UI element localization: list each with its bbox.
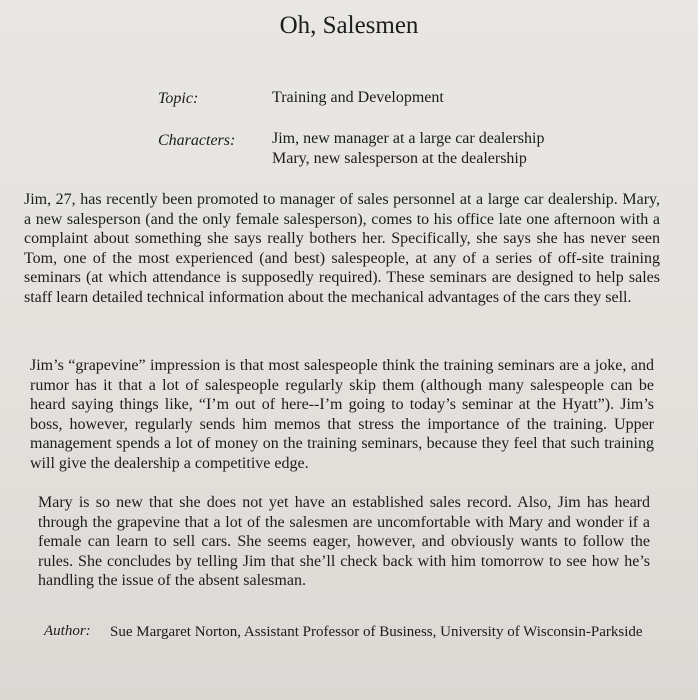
paragraph: Jim’s “grapevine” impression is that most salespeople think the training seminars are a joke, and rumor has it that a lot of salespeople regularly skip them (although many salespeople can be heard saying things like, “I’m out of here--I’m going to today’s seminar at the Hyatt”). Jim’s boss, however, regularly sends him memos that stress the importance of the training. Upper management spends a lot of money on the training seminars, because they feel that such training will give the dealership a competitive edge.	[30, 357, 654, 472]
document-title: Oh, Salesmen	[279, 12, 419, 39]
topic-label: Topic:	[158, 90, 199, 107]
character-line: Mary, new salesperson at the dealership	[272, 150, 527, 167]
paragraph: Mary is so new that she does not yet have an established sales record. Also, Jim has heard through the grapevine that a lot of the salesmen are uncomfortable with Mary and wonder if a female can learn to sell cars. She seems eager, however, and obviously wants to follow the rules. She concludes by telling Jim that she’ll check back with him tomorrow to see how he’s handling the issue of the absent salesman.	[38, 494, 650, 590]
characters-label: Characters:	[158, 132, 236, 149]
paragraph: Jim, 27, has recently been promoted to manager of sales personnel at a large car dealership. Mary, a new salesperson (and the only female salesperson), comes to his office late one afternoon with a complaint about something she says really bothers her. Specifically, she says she has never seen Tom, one of the most experienced (and best) salespeople, at any of a series of off-site training seminars (at which attendance is supposedly required). These seminars are designed to help sales staff learn detailed technical information about the mechanical advantages of the cars they sell.	[24, 191, 660, 306]
topic-value: Training and Development	[272, 89, 444, 106]
characters-list	[272, 129, 544, 169]
author-label: Author:	[44, 623, 91, 639]
character-line: Jim, new manager at a large car dealership	[272, 130, 545, 147]
author-value: Sue Margaret Norton, Assistant Professor of Business, University of Wisconsin-Parkside	[110, 624, 643, 640]
